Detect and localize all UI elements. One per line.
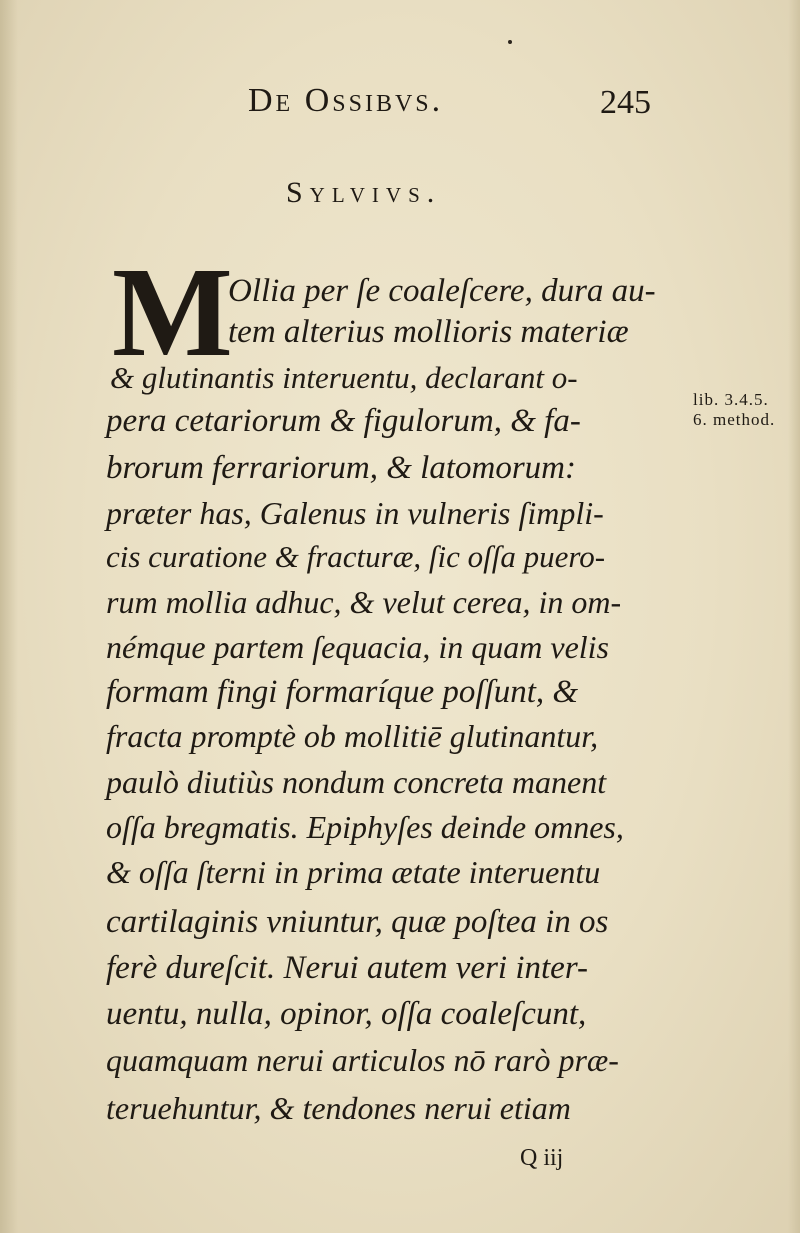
text-line: quamquam nerui articulos nō rarò præ- [106,1042,619,1078]
signature-mark: Q iij [520,1145,564,1171]
text-line: brorum ferrariorum, & latomorum: [106,450,576,486]
text-line: & oſſa ſterni in prima ætate interuentu [106,854,601,890]
text-line: teruehuntur, & tendones nerui etiam [106,1090,571,1126]
text-line: paulò diutiùs nondum concreta manent [106,764,607,800]
section-title: Sylvivs. [286,176,442,209]
text-line: præter has, Galenus in vulneris ſimpli- [106,495,604,531]
text-line: fracta promptè ob mollitiē glutinantur, [106,718,599,754]
text-line: cartilaginis vniuntur, quæ poſtea in os [106,904,609,940]
text-line: rum mollia adhuc, & velut cerea, in om- [106,584,622,620]
text-line: & glutinantis interuentu, declarant o- [110,360,578,395]
text-line: tem alterius mollioris materiæ [228,314,629,350]
text-line: némque partem ſequacia, in quam velis [106,629,609,665]
text-line: pera cetariorum & figulorum, & fa- [106,403,581,439]
running-head: De Ossibvs. [248,82,444,119]
text-line: oſſa bregmatis. Epiphyſes deinde omnes, [106,809,624,845]
marginal-note-line: 6. method. [693,410,776,429]
text-line: uentu, nulla, opinor, oſſa coaleſcunt, [106,996,587,1032]
marginal-note [693,390,775,430]
drop-cap-initial: M [112,241,231,383]
marginal-note-line: lib. 3.4.5. [693,390,769,409]
text-line: cis curatione & fracturæ, ſic oſſa puero- [106,539,606,574]
text-line: formam fingi formaríque poſſunt, & [106,674,579,710]
text-line: Ollia per ſe coaleſcere, dura au- [228,273,656,309]
text-line: ferè dureſcit. Nerui autem veri inter- [106,950,588,986]
page-number: 245 [600,84,651,121]
